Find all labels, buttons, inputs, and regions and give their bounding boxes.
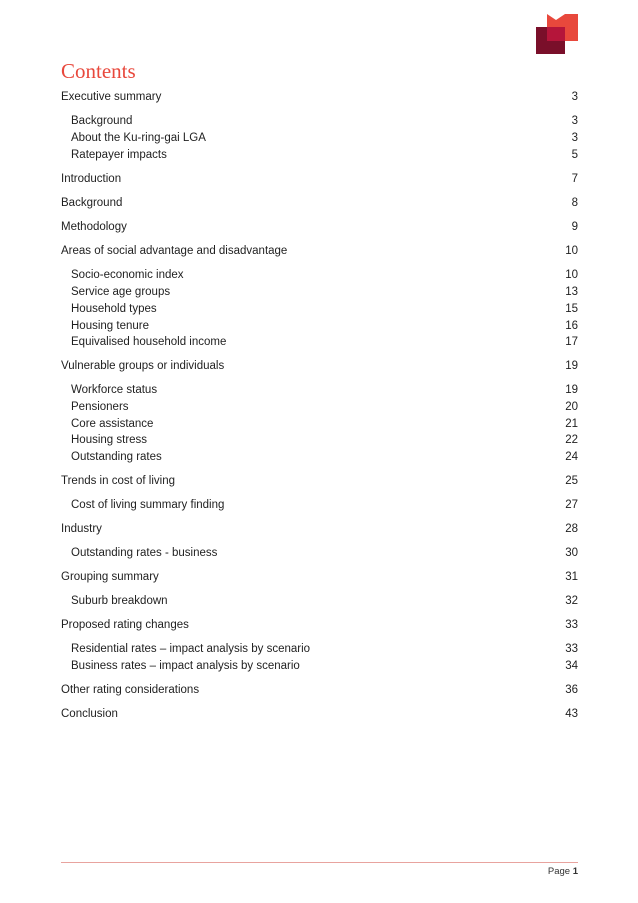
toc-entry-label: Trends in cost of living bbox=[61, 475, 175, 487]
toc-entry-page: 10 bbox=[565, 245, 578, 257]
toc-entry[interactable] bbox=[61, 219, 578, 236]
toc-entry-label: Core assistance bbox=[71, 418, 154, 430]
page-title: Contents bbox=[61, 59, 136, 83]
toc-entry-page: 36 bbox=[565, 684, 578, 696]
toc-subentry[interactable] bbox=[71, 147, 578, 164]
toc-entry[interactable] bbox=[61, 521, 578, 538]
toc-entry-label: Housing stress bbox=[71, 434, 148, 446]
toc-entry-page: 10 bbox=[565, 269, 578, 281]
toc-entry-page: 30 bbox=[565, 547, 578, 559]
toc-entry[interactable] bbox=[61, 358, 578, 375]
toc-entry-page: 3 bbox=[571, 115, 578, 127]
toc-entry-label: Executive summary bbox=[61, 91, 162, 103]
toc-entry-page: 16 bbox=[565, 320, 578, 332]
toc-entry-label: Methodology bbox=[61, 221, 127, 233]
toc-subentry[interactable] bbox=[71, 432, 578, 449]
toc-subentry[interactable] bbox=[71, 497, 578, 514]
toc-entry-label: Socio-economic index bbox=[71, 269, 184, 281]
footer-divider bbox=[61, 862, 578, 863]
toc-entry-page: 13 bbox=[565, 286, 578, 298]
toc-entry-label: Suburb breakdown bbox=[71, 595, 168, 607]
toc-entry-label: Service age groups bbox=[71, 286, 171, 298]
toc-entry-label: Business rates – impact analysis by scenario bbox=[71, 660, 300, 672]
toc-entry-page: 8 bbox=[571, 197, 578, 209]
toc-entry[interactable] bbox=[61, 706, 578, 723]
toc-entry-label: Introduction bbox=[61, 173, 122, 185]
toc-subentry[interactable] bbox=[71, 267, 578, 284]
toc-subentry[interactable] bbox=[71, 382, 578, 399]
toc-subentry[interactable] bbox=[71, 658, 578, 675]
toc-entry-page: 27 bbox=[565, 499, 578, 511]
toc-entry-page: 21 bbox=[565, 418, 578, 430]
page-footer bbox=[548, 866, 578, 877]
toc-entry-label: Housing tenure bbox=[71, 320, 149, 332]
brand-logo-icon bbox=[536, 14, 578, 54]
toc-subentry[interactable] bbox=[71, 113, 578, 130]
toc-entry-page: 3 bbox=[571, 91, 578, 103]
toc-entry-label: Residential rates – impact analysis by scenario bbox=[71, 643, 311, 655]
toc-entry-page: 24 bbox=[565, 451, 578, 463]
toc-subentry[interactable] bbox=[71, 449, 578, 466]
toc-subentry[interactable] bbox=[71, 545, 578, 562]
toc-entry-label: Household types bbox=[71, 303, 157, 315]
toc-subentry[interactable] bbox=[71, 334, 578, 351]
toc-subentry[interactable] bbox=[71, 301, 578, 318]
toc-entry-label: Areas of social advantage and disadvantage bbox=[61, 245, 288, 257]
toc-subentry[interactable] bbox=[71, 318, 578, 335]
toc-subentry[interactable] bbox=[71, 130, 578, 147]
toc-entry-label: Equivalised household income bbox=[71, 336, 227, 348]
toc-entry[interactable] bbox=[61, 682, 578, 699]
toc-entry-page: 9 bbox=[571, 221, 578, 233]
toc-entry[interactable] bbox=[61, 195, 578, 212]
page-label: Page bbox=[547, 866, 571, 877]
toc-subentry[interactable] bbox=[71, 399, 578, 416]
toc-entry-label: Pensioners bbox=[71, 401, 129, 413]
toc-entry[interactable] bbox=[61, 171, 578, 188]
toc-entry-page: 31 bbox=[565, 571, 578, 583]
toc-entry-page: 19 bbox=[565, 384, 578, 396]
toc-entry-page: 43 bbox=[565, 708, 578, 720]
toc-entry-label: Vulnerable groups or individuals bbox=[61, 360, 225, 372]
toc-entry[interactable] bbox=[61, 473, 578, 490]
toc-entry-label: Grouping summary bbox=[61, 571, 159, 583]
toc-entry-page: 25 bbox=[565, 475, 578, 487]
toc-entry[interactable] bbox=[61, 89, 578, 106]
toc-entry-page: 33 bbox=[565, 643, 578, 655]
toc-entry-label: Other rating considerations bbox=[61, 684, 200, 696]
toc-entry-page: 17 bbox=[565, 336, 578, 348]
toc-entry-page: 34 bbox=[565, 660, 578, 672]
toc-subentry[interactable] bbox=[71, 284, 578, 301]
toc-entry-label: Outstanding rates bbox=[71, 451, 162, 463]
toc-entry-label: Industry bbox=[61, 523, 102, 535]
toc-subentry[interactable] bbox=[71, 593, 578, 610]
toc-entry-label: Background bbox=[61, 197, 123, 209]
toc-entry-label: About the Ku-ring-gai LGA bbox=[71, 132, 206, 144]
toc-entry-page: 15 bbox=[565, 303, 578, 315]
toc-subentry[interactable] bbox=[71, 416, 578, 433]
toc-entry-page: 33 bbox=[565, 619, 578, 631]
toc-entry-label: Outstanding rates - business bbox=[71, 547, 218, 559]
toc-entry-label: Ratepayer impacts bbox=[71, 149, 167, 161]
toc-entry-label: Conclusion bbox=[61, 708, 118, 720]
toc-entry-label: Workforce status bbox=[71, 384, 158, 396]
toc-entry-page: 22 bbox=[565, 434, 578, 446]
toc-entry-page: 7 bbox=[571, 173, 578, 185]
toc-entry[interactable] bbox=[61, 617, 578, 634]
toc-entry-page: 32 bbox=[565, 595, 578, 607]
toc-entry-page: 20 bbox=[565, 401, 578, 413]
toc-subentry[interactable] bbox=[71, 641, 578, 658]
toc-entry-page: 19 bbox=[565, 360, 578, 372]
toc-entry-page: 28 bbox=[565, 523, 578, 535]
page-number: 1 bbox=[572, 866, 578, 877]
toc-entry[interactable] bbox=[61, 569, 578, 586]
toc-entry-page: 3 bbox=[571, 132, 578, 144]
toc-entry-label: Background bbox=[71, 115, 133, 127]
toc-entry-label: Cost of living summary finding bbox=[71, 499, 225, 511]
toc-entry-page: 5 bbox=[571, 149, 578, 161]
toc-entry-label: Proposed rating changes bbox=[61, 619, 189, 631]
toc-entry[interactable] bbox=[61, 243, 578, 260]
